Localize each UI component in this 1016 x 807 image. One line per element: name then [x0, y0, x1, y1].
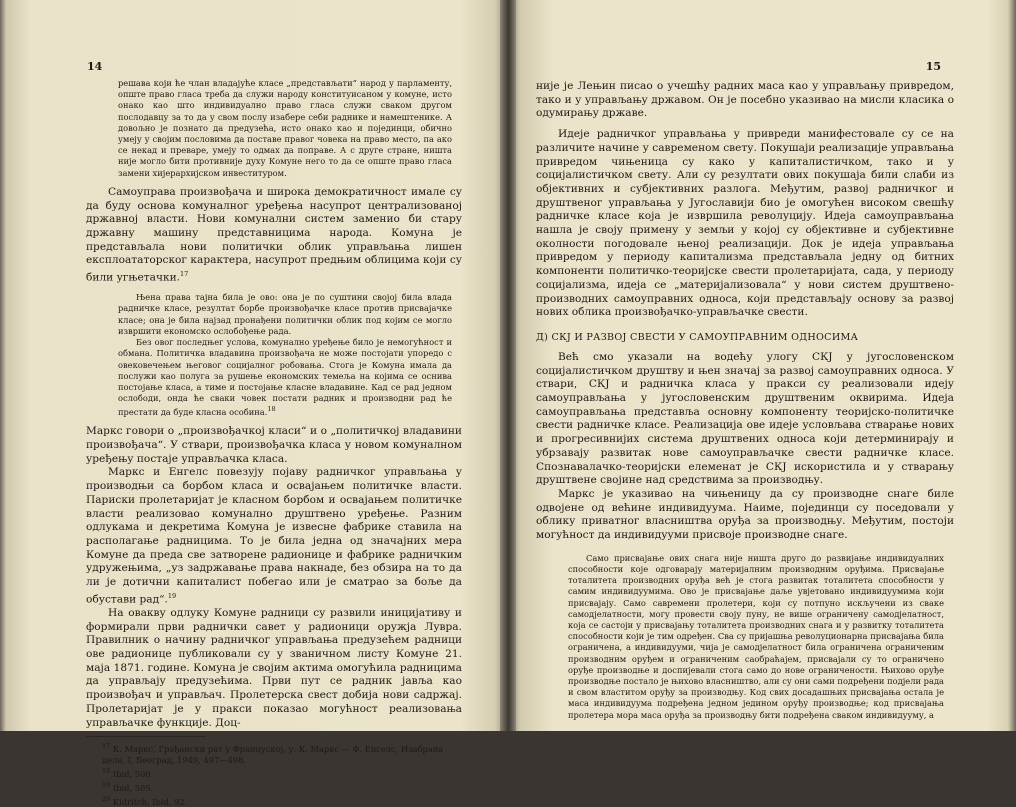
quote-block: Њена права тајна била је ово: она је по суштини својој била влада радничке класе, резултат борбе произвођачке класе против присвајачке класе; она је била најзад пронађени политички облик под којим се могло извршити економско ослобођење рада. [118, 292, 452, 336]
footnote: $^{20}$ Kidritch, Ibid, 92. [102, 794, 188, 807]
footnote: $^{17}$ К. Маркс, Грађански рат у Француској, у: К. Маркс — Ф. Енгелс, Изабрана дела, I, Београд, 1949, 497—498. [102, 742, 444, 766]
paragraph: Маркс је указивао на чињеницу да су производне снаге биле одвојене од већине индивидуума. Наиме, појединци су поседовали у облику приватног власништва оруђа за производњу. Међутим, постоји могућност да индивидууми присвоје производне снаге. [536, 487, 954, 542]
quote-block: Само присвајање ових снага није ништа друго до развијање индивидуалних способности које одговарају материјалним производним оруђима. Присвајање тоталитета производних оруђа већ је стога развитак тоталитета способности у самим индивидуумима. Ово је присвајање даље увјетовано индивидуумима који присвајају. Само савремени пролетери, који су потпуно искључени из сваке самодјелатности, могу провести своју пуну, не више ограничену самодјелатност, која се састоји у присвајању тоталитета производних снага и у развитку тоталитета способности који је тим одређен. Сва су пријашња револуционарна присвајања била ограничена, а индивидууми, чија је самодјелатност била ограничена ограниченим производним оруђем и ограниченим саобраћајем, присвајали су то ограничено оруђе производње и доспијевали стога само до нове ограничености. Њихово оруђе производње постало је њихово власништво, али су они сами подређени подјели рада и свом властитом оруђу за производњу. Код свих досадашњих присвајања остала је маса индивидуума подређена једном једином оруђу производње; код присвајања пролетера мора маса оруђа за производњу бити подређена сваком индивидууму, а [568, 552, 944, 720]
footnote-divider [86, 736, 206, 737]
page-number-left: 14 [87, 60, 103, 73]
page-number-right: 15 [925, 60, 941, 73]
paragraph: није је Лењин писао о учешћу радних маса као у управљању привредом, тако и у управљању државом. Он је посебно указивао на мисли класика о одумирању државе. [536, 80, 954, 120]
footnote: $^{18}$ Ibid, 500. [102, 767, 154, 779]
quote-block: Без овог последњег услова, комунално уређење било је немогућност и обмана. Политичка владавина произвођача не може постојати упоредо с овековечењем његовог социјалног робовања. Стога је Комуна имала да послужи као полуга за рушење економских темеља на којима се оснива постојање класа, а тиме и постојање класне владавине. Кад се рад једном ослободи, онда ће сваки човек постати радник и производни рад ће престати да буде класна особина.$^{18}$ [118, 337, 452, 418]
right-text-column [536, 80, 954, 721]
paragraph: На овакву одлуку Комуне радници су развили иницијативу и формирали први раднички савет у радионици оружја Лувра. Правилник о начину радничког управљања предузећем радници ове радионице публиковали су у званичном листу Комуне 21. маја 1871. године. Комуна је својим актима омогућила радницима да управљају предузећима. Први пут се радник јавља као произвођач и управљач. Пролетерска свест добија нови садржај. Пролетаријат је у пракси показао могућност реализовања управљачке функције. Доц- [86, 606, 462, 729]
paragraph: Идеје радничког управљања у привреди манифестовале су се на различите начине у савременом свету. Покушаји реализације управљања привредом чињеница су како у капиталистичком, тако и у социјалистичком свету. Али су резултати ових покушаја били слаби из објективних и субјективних разлога. Међутим, развој радничког и друштвеног управљања у Југославији био је омогућен високом свешћу радничке класе која је извршила револуцију. Идеја самоуправљања нашла је своју примену у земљи у којој су објективне и субјективне околности погодовале њеној реализацији. Док је идеја управљања привредом у периоду капитализма представљала једну од битних компоненти политичко-теоријске свести пролетаријата, сада, у периоду социјализма, идеја се „материјализовала“ у нови систем друштвено-производних самоуправних односа, који представљају основу за развој нових облика произвођачко-управљачке свести. [536, 128, 954, 319]
footnote: $^{19}$ Ibid, 505. [102, 780, 154, 793]
paragraph: Већ смо указали на водећу улогу СКЈ у југословенском социјалистичком друштву и њен значај за развој самоуправних односа. У ствари, СКЈ и радничка класа у пракси су реализовали идеју самоуправљања у југословенским друштвеним оквирима. Идеја самоуправљања представља основну компоненту теоријско-политичке свести радничке класе. Реализација ове идеје условљава стварање нових и прогресивнијих система друштвених односа који детерминирају и убрзавају развитак нове самоуправљачке свести радничке класе. Спознавалачко-теоријски елеменат је СКЈ искористила и у стварању друштвене својине над средствима за производњу. [536, 350, 954, 487]
quote-block: решава који ће члан владајуће класе „представљати“ народ у парламенту, опште право гласа треба да служи народу конституисаном у комуне, исто онако као што индивидуално право гласа служи сваком другом послодавцу за то да у свом послу изабере себи раднике и намештенике. А довољно је познато да предузећа, исто онако као и појединци, обично умеју у својим пословима да поставе правог човека на право место, па ако се некад и преваре, умеју то одмах да поправе. А с друге стране, ништа није могло бити противније духу Комуне него то да се опште право гласа замени хијерархијском инвеституром. [118, 78, 452, 178]
footnote-ref: 18 [267, 405, 276, 414]
footnote-ref: 19 [167, 591, 177, 600]
right-page [508, 0, 1016, 731]
left-text-column [86, 78, 462, 807]
paragraph: Маркс и Енгелс повезују појаву радничког управљања у производњи са борбом класа и освајањем политичке власти. Париски пролетаријат је класном борбом и освајањем политичке власти реализовао комунално друштвено уређење. Разним одлукама и декретима Комуна је извесне фабрике ставила на располагање радницима. То је била једна од значајних мера Комуне да преда све затворене радионице и фабрике радничким удружењима, „уз задржавање права накнаде, без обзира на то да ли је дотични капиталист побегао или је сматрао за боље да обустави рад“.$^{19}$ [86, 466, 462, 606]
footnote-ref: 17 [180, 270, 189, 279]
section-heading: Д) СКЈ И РАЗВОЈ СВЕСТИ У САМОУПРАВНИМ ОДНОСИМА [536, 331, 859, 343]
paragraph: Маркс говори о „произвођачкој класи“ и о „политичкој владавини произвођача“. У ствари, произвођачка класа у новом комуналном уређењу постаје управљачка класа. [86, 425, 462, 465]
book-gutter [500, 0, 516, 731]
paragraph: Самоуправа произвођача и широка демократичност имале су да буду основа комуналног уређења насупрот централизованој државној власти. Нови комунални систем заменио би стару државну машину представницима народа. Комуна је представљала нови политички облик управљања лишен експлоататорског карактера, насупрот предњим облицима који су били угњетачки.$^{17}$ [86, 185, 462, 284]
